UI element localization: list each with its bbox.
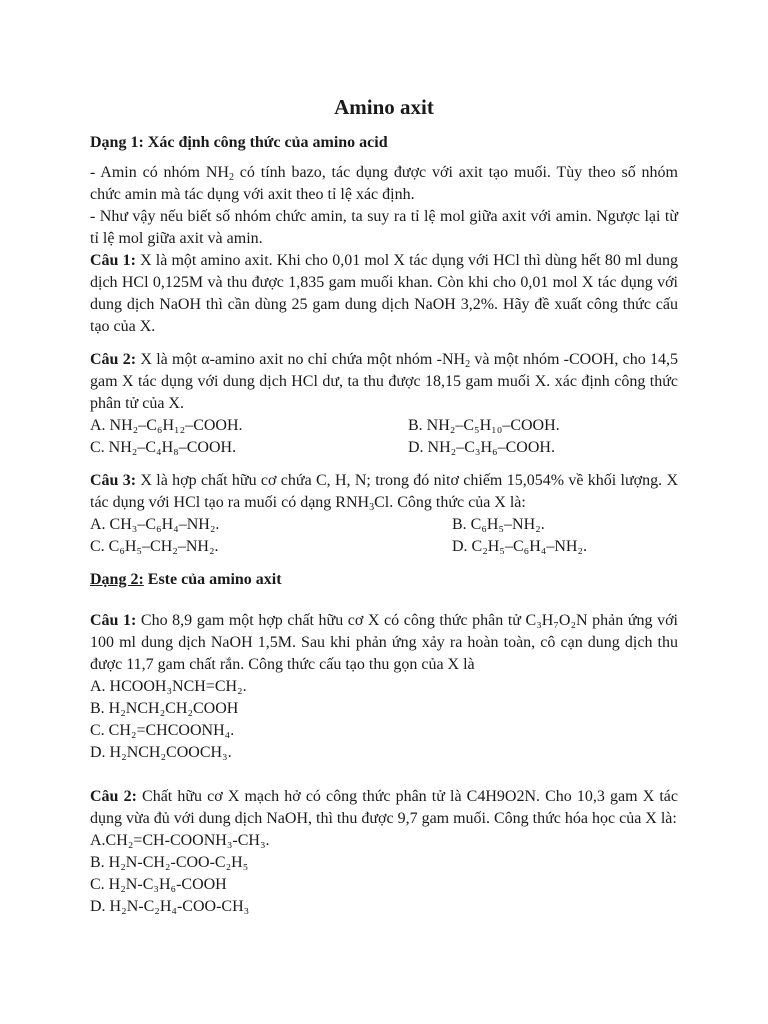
answer-option-a: A. HCOOH₃NCH=CH₂.: [90, 678, 247, 695]
question-label: Câu 1:: [90, 612, 137, 629]
dang1-question-3: [90, 470, 678, 514]
question-text-b: Cl. Công thức của X là:: [374, 494, 526, 511]
answer-option-d: D. H₂N-C₂H₄-COO-CH₃: [90, 898, 250, 915]
answer-option-c: C. C₆H₅–CH₂–NH₂.: [90, 538, 219, 555]
answer-option-b: B. H₂NCH₂CH₂COOH: [90, 700, 239, 717]
answer-option-b: B. H₂N-CH₂-COO-C₂H₅: [90, 854, 249, 871]
answer-option-c: C. CH₂=CHCOONH₄.: [90, 722, 235, 739]
dang2-question-1: [90, 610, 678, 676]
answer-option-d: D. NH₂–C₃H₆–COOH.: [408, 439, 555, 456]
question-subscript: 2: [465, 359, 471, 370]
question-text: X là một amino axit. Khi cho 0,01 mol X tác dụng với HCl thì dùng hết 80 ml dung dịch HCl 0,125M và thu được 1,835 gam muối khan. Còn khi cho 0,01 mol X tác dụng với dung dịch NaOH thì cần dùng 25 gam dung dịch NaOH 3,2%. Hãy đề xuất công thức cấu tạo của X.: [90, 252, 679, 335]
answer-row: [90, 437, 678, 459]
dang2-question-2: [90, 786, 678, 830]
answer-option-c: C. H₂N-C₃H₆-COOH: [90, 876, 227, 893]
answer-option-c: C. NH₂–C₄H₈–COOH.: [90, 439, 237, 456]
intro1-text-a: - Amin có nhóm NH: [90, 164, 229, 181]
page-title: Amino axit: [334, 95, 434, 119]
intro-paragraph-1: [90, 162, 678, 206]
dang1-question-2: [90, 349, 678, 415]
question-text: Chất hữu cơ X mạch hở có công thức phân tử là C4H9O2N. Cho 10,3 gam X tác dụng vừa đủ với dung dịch NaOH, thì thu được 9,7 gam muối. Công thức hóa học của X là:: [90, 788, 679, 827]
answer-option-a: A.CH₂=CH-COONH₃-CH₃.: [90, 832, 270, 849]
question-text-a: X là một α-amino axit no chỉ chứa một nhóm -NH: [136, 351, 466, 368]
intro1-text-b: có tính bazo, tác dụng được với axit tạo muối. Tùy theo số nhóm chức amin mà tác dụng với axit theo tỉ lệ xác định.: [90, 164, 678, 203]
answer-option-d: D. H₂NCH₂COOCH₃.: [90, 744, 232, 761]
section-heading-dang1: Dạng 1: Xác định công thức của amino acid: [90, 134, 388, 151]
question-label: Câu 3:: [90, 472, 137, 489]
question-subscript: 3: [369, 502, 375, 513]
section-heading-label: Dạng 2:: [90, 571, 144, 588]
dang1-question-1: [90, 250, 678, 338]
question-text: Cho 8,9 gam một hợp chất hữu cơ X có công thức phân tử C₃H₇O₂N phản ứng với 100 ml dung dịch NaOH 1,5M. Sau khi phản ứng xảy ra hoàn toàn, cô cạn dung dịch thu được 11,7 gam chất rắn. Công thức cấu tạo thu gọn của X là: [90, 612, 679, 673]
section-heading-text: Este của amino axit: [143, 571, 282, 588]
answer-option-b: B. NH₂–C₅H₁₀–COOH.: [408, 417, 560, 434]
answer-row: [90, 514, 678, 536]
question-label: Câu 2:: [90, 788, 137, 805]
question-text-b: và một nhóm -COOH, cho 14,5 gam X tác dụng với dung dịch HCl dư, ta thu được 18,15 gam muối X. xác định công thức phân tử của X.: [90, 351, 679, 412]
answer-option-a: A. CH₃–C₆H₄–NH₂.: [90, 516, 220, 533]
answer-option-a: A. NH₂–C₆H₁₂–COOH.: [90, 417, 243, 434]
answer-row: [90, 415, 678, 437]
question-text-a: X là hợp chất hữu cơ chứa C, H, N; trong đó nitơ chiếm 15,054% về khối lượng. X tác dụng với HCl tạo ra muối có dạng RNH: [90, 472, 678, 511]
section-heading-dang2: [90, 569, 678, 591]
answer-option-b: B. C₆H₅–NH₂.: [452, 516, 545, 533]
answer-row: [90, 536, 678, 558]
intro1-subscript: 2: [228, 172, 234, 183]
answer-option-d: D. C₂H₅–C₆H₄–NH₂.: [452, 538, 588, 555]
question-label: Câu 1:: [90, 252, 136, 269]
question-label: Câu 2:: [90, 351, 137, 368]
intro-paragraph-2: - Như vậy nếu biết số nhóm chức amin, ta suy ra tỉ lệ mol giữa axit với amin. Ngược lại từ tỉ lệ mol giữa axit và amin.: [90, 208, 678, 247]
